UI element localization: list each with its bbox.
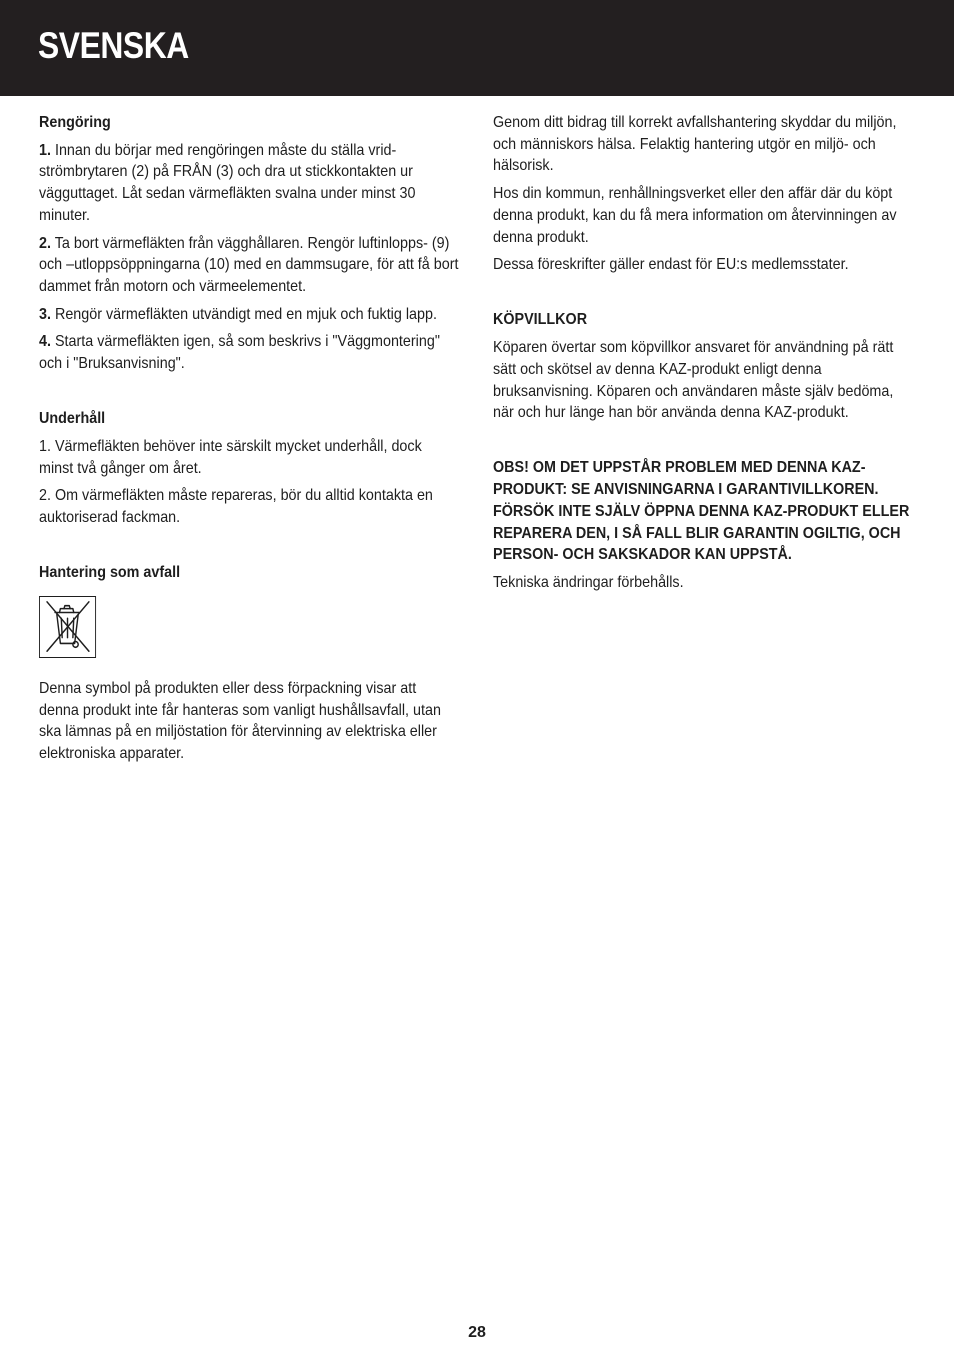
disposal-heading: Hantering som avfall: [39, 564, 181, 582]
header-bar: [0, 0, 954, 96]
section-gap: [39, 535, 459, 563]
cleaning-step: [39, 140, 459, 227]
purchase-terms-text: Köparen övertar som köpvillkor ansvaret för användning på rätt sätt och skötsel av denna KAZ-produkt enligt denna bruksanvisning. Köparen och användaren måste själv bedöma, när och hur länge han bör använda denna KAZ-produkt.: [493, 339, 894, 422]
step-text: Ta bort värmefläkten från vägghållaren. Rengör luftinlopps- (9) och –utloppsöppningarna (10) med en dammsugare, för att få bort dammet från motorn och värmeelementet.: [39, 234, 459, 295]
step-text: Innan du börjar med rengöringen måste du ställa vridströmbrytaren (2) på FRÅN (3) och dra ut stickkontakten ur vägguttaget. Låt sedan värmefläkten svalna under minst 30 minuter.: [39, 141, 416, 224]
cleaning-step: [39, 233, 459, 298]
step-number: 4.: [39, 333, 51, 351]
page-number: 28: [468, 1324, 486, 1341]
cleaning-step: [39, 331, 459, 374]
step-number: 3.: [39, 305, 51, 323]
right-column: [493, 112, 915, 600]
disposal-paragraph: Denna symbol på produkten eller dess förpackning visar att denna produkt inte får hanteras som vanligt hushållsavfall, utan ska lämnas på en miljöstation för återvinning av elektriska eller elektroniska apparater.: [39, 679, 441, 763]
step-text: Rengör värmefläkten utvändigt med en mjuk och fuktig lapp.: [50, 305, 437, 323]
page-title: SVENSKA: [38, 25, 189, 66]
section-gap: [493, 430, 915, 458]
step-number: 2.: [39, 234, 51, 252]
disposal-paragraph: Hos din kommun, renhållningsverket eller den affär där du köpt denna produkt, kan du få mera information om återvinningen av denna produkt.: [493, 185, 897, 246]
step-text: Starta värmefläkten igen, så som beskrivs i "Väggmontering" och i "Bruksanvisning".: [39, 333, 440, 373]
technical-changes-note: Tekniska ändringar förbehålls.: [493, 573, 684, 591]
cleaning-heading: Rengöring: [39, 114, 111, 131]
maintenance-heading: Underhåll: [39, 410, 106, 428]
cleaning-step: [39, 304, 459, 326]
left-column: [39, 112, 459, 771]
maintenance-item: 1. Värmefläkten behöver inte särskilt mycket underhåll, dock minst två gånger om året.: [39, 437, 422, 477]
warning-text: OBS! OM DET UPPSTÅR PROBLEM MED DENNA KAZ-PRODUKT: SE ANVISNINGARNA I GARANTIVILLKOREN. FÖRSÖK INTE SJÄLV ÖPPNA DENNA KAZ-PRODUKT ELLER REPARERA DEN, I SÅ FALL BLIR GARANTIN OGILTIG, OCH PERSON- OCH SAKSKADOR KAN UPPSTÅ.: [493, 459, 910, 564]
disposal-paragraph: Genom ditt bidrag till korrekt avfallshantering skyddar du miljön, och människors hälsa. Felaktig hantering utgör en miljö- och hälsorisk.: [493, 114, 897, 175]
disposal-paragraph: Dessa föreskrifter gäller endast för EU:s medlemsstater.: [493, 256, 849, 274]
section-gap: [493, 282, 915, 310]
purchase-terms-heading: KÖPVILLKOR: [493, 311, 588, 329]
maintenance-item: 2. Om värmefläkten måste repareras, bör du alltid kontakta en auktoriserad fackman.: [39, 487, 433, 527]
crossed-out-wheelie-bin-icon: [39, 596, 96, 658]
step-number: 1.: [39, 141, 51, 159]
section-gap: [39, 381, 459, 409]
